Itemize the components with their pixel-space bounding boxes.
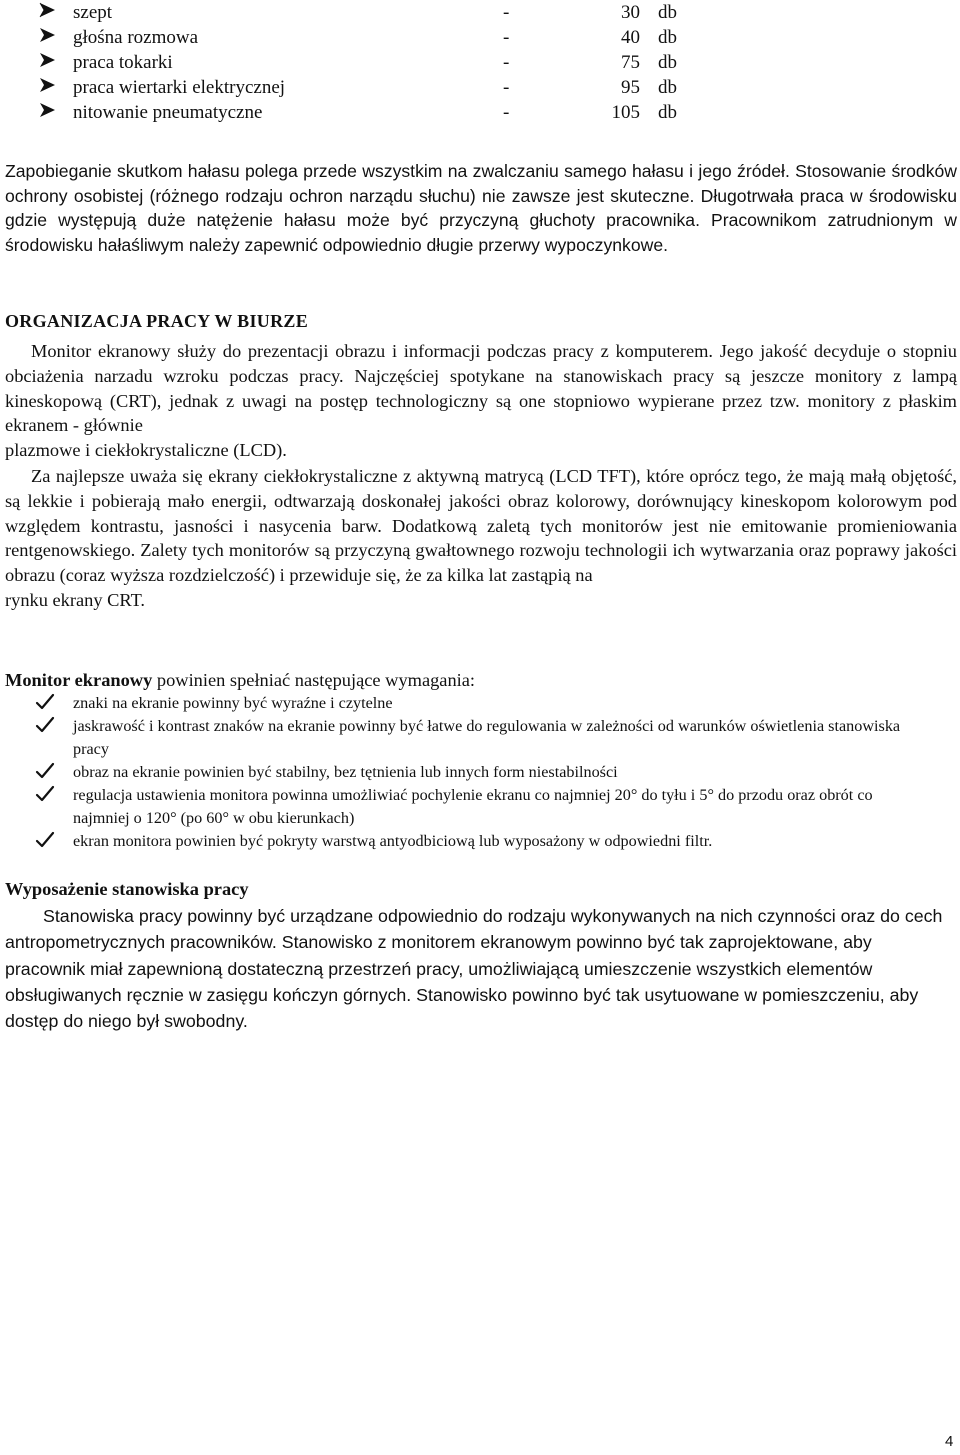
noise-value: 30	[621, 2, 640, 23]
separator-dash: -	[503, 77, 510, 98]
requirement-text: obraz na ekranie powinien być stabilny, bez tętnienia lub innych form niestabilności	[73, 763, 618, 781]
noise-unit: db	[658, 27, 677, 48]
checkmark-icon	[35, 692, 55, 712]
noise-source: głośna rozmowa	[73, 27, 199, 48]
checkmark-icon	[35, 830, 55, 850]
separator-dash: -	[503, 102, 510, 123]
noise-source: praca wiertarki elektrycznej	[73, 77, 286, 98]
monitor-intro-text: Monitor ekranowy służy do prezentacji obrazu i informacji podczas pracy z komputerem. Jego jakość decyduje o stopniu obciażenia narzadu wzroku podczas pracy. Najczęściej spotykane na stanowiskach pracy są jeszcze monitory z lampą kineskopową (CRT), jednak z uwagi na postęp technologiczny są one stopniowo wypierane przez tzw. monitory z płaskim ekranem - głównie	[5, 341, 957, 436]
noise-unit: db	[658, 77, 677, 98]
requirement-text: znaki na ekranie powinny być wyraźne i czytelne	[73, 694, 393, 712]
noise-value: 105	[611, 102, 640, 123]
list-item	[5, 692, 925, 715]
checkmark-icon	[35, 761, 55, 781]
requirement-text: regulacja ustawienia monitora powinna umożliwiać pochylenie ekranu co najmniej 20° do tyłu i 5° do przodu oraz obrót co najmniej o 120° (po 60° w obu kierunkach)	[73, 786, 873, 827]
list-item	[5, 784, 925, 830]
noise-value: 95	[621, 77, 640, 98]
monitor-intro-tail: plazmowe i ciekłokrystaliczne (LCD).	[5, 440, 287, 461]
noise-unit: db	[658, 102, 677, 123]
noise-value: 40	[621, 27, 640, 48]
noise-prevention-paragraph: Zapobieganie skutkom hałasu polega przede wszystkim na zwalczaniu samego hałasu i jego źródeł. Stosowanie środków ochrony osobistej (różnego rodzaju ochron narządu słuchu) nie zawsze jest skuteczne. Długotrwała praca w środowisku gdzie występują duże natężenie hałasu może być przyczyną głuchoty pracownika. Pracownikom zatrudnionym w środowisku hałaśliwym należy zapewnić odpowiednio długie przerwy wypoczynkowe.	[5, 161, 957, 255]
requirement-text: jaskrawość i kontrast znaków na ekranie powinny być łatwe do regulowania w zależności od warunków oświetlenia stanowiska pracy	[73, 717, 901, 758]
page-number: 4	[945, 1433, 954, 1450]
noise-value: 75	[621, 52, 640, 73]
section-heading-office: ORGANIZACJA PRACY W BIURZE	[5, 311, 309, 331]
list-item	[5, 715, 925, 761]
lcd-tail: rynku ekrany CRT.	[5, 589, 146, 610]
noise-source: szept	[73, 2, 113, 23]
arrowhead-bullet-icon	[38, 100, 60, 120]
requirements-title-bold: Monitor ekranowy	[5, 670, 153, 690]
equipment-paragraph	[5, 903, 955, 1034]
separator-dash: -	[503, 2, 510, 23]
lcd-text: Za najlepsze uważa się ekrany ciekłokrystaliczne z aktywną matrycą (LCD TFT), które oprócz tego, że mają małą objętość, są lekkie i pobierają mało energii, odtwarzają doskonałej jakości obraz kolorowy, dorównujący kineskopom kolorowym pod względem kontrastu, jasności i nasycenia barw. Dodatkową zaletą tych monitorów jest nie emitowanie promieniowania rentgenowskiego. Zalety tych monitorów są przyczyną gwałtownego rozwoju technologii ich wytwarzania oraz poprawy jakości obrazu (coraz wyższa rozdzielczość) i przewiduje się, że za kilka lat zastąpią na	[5, 466, 957, 586]
requirements-list	[5, 692, 925, 853]
requirement-text: ekran monitora powinien być pokryty warstwą antyodbiciową lub wyposażony w odpowiedni filtr.	[73, 832, 713, 850]
noise-source: nitowanie pneumatyczne	[73, 102, 263, 123]
arrowhead-bullet-icon	[38, 50, 60, 70]
list-item	[38, 25, 678, 50]
noise-unit: db	[658, 52, 677, 73]
equipment-text: Stanowiska pracy powinny być urządzane odpowiednio do rodzaju wykonywanych na nich czynności oraz do cech antropometrycznych pracowników. Stanowisko z monitorem ekranowym powinno być tak zaprojektowane, aby pracownik miał zapewnioną dostateczną przestrzeń pracy, umożliwiającą umieszczenie wszystkich elementów obsługiwanych ręcznie w zasięgu kończyn górnych. Stanowisko powinno być tak usytuowane w pomieszczeniu, aby dostęp do niego był swobodny.	[5, 906, 943, 1032]
section-heading-equipment: Wyposażenie stanowiska pracy	[5, 879, 249, 899]
requirements-title-rest: powinien spełniać następujące wymagania:	[152, 670, 476, 690]
noise-source: praca tokarki	[73, 52, 173, 73]
list-item	[5, 830, 925, 853]
checkmark-icon	[35, 715, 55, 735]
arrowhead-bullet-icon	[38, 0, 60, 20]
noise-unit: db	[658, 2, 677, 23]
list-item	[38, 50, 678, 75]
monitor-intro-paragraph	[5, 339, 957, 463]
requirements-title	[5, 668, 475, 692]
arrowhead-bullet-icon	[38, 75, 60, 95]
checkmark-icon	[35, 784, 55, 804]
arrowhead-bullet-icon	[38, 25, 60, 45]
list-item	[38, 75, 678, 100]
list-item	[5, 761, 925, 784]
lcd-paragraph	[5, 464, 957, 613]
list-item	[38, 100, 678, 125]
list-item	[38, 0, 678, 25]
separator-dash: -	[503, 27, 510, 48]
noise-level-list	[38, 0, 678, 125]
separator-dash: -	[503, 52, 510, 73]
